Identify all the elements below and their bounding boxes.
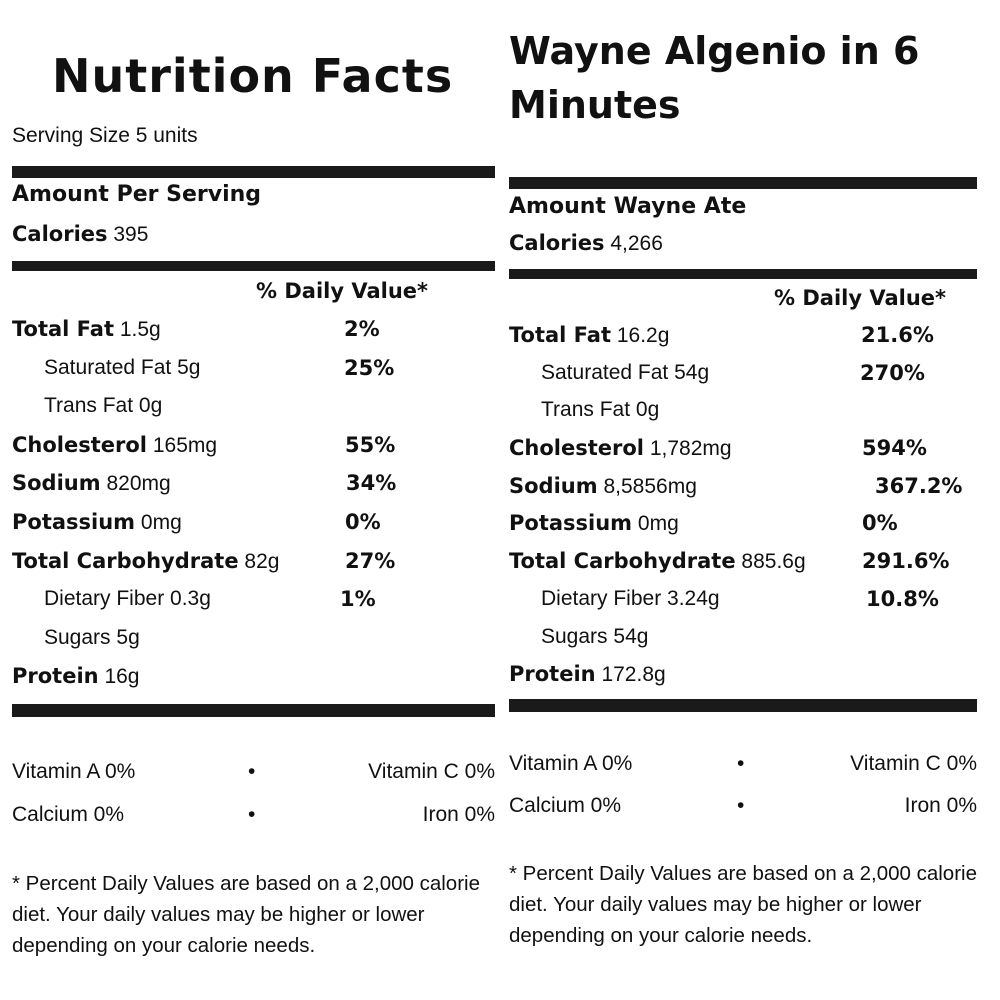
vitamin-row	[509, 752, 977, 782]
nutrient-value: 1.5g	[119, 318, 161, 341]
nutrient-row	[12, 471, 495, 510]
nutrient-row	[12, 394, 495, 433]
calories-value: 4,266	[610, 232, 663, 255]
thick-divider	[12, 261, 495, 271]
thick-divider	[509, 699, 977, 712]
nutrient-row	[12, 356, 495, 395]
nutrient-value: 16g	[104, 665, 140, 689]
nutrient-label: Potassium	[509, 511, 633, 536]
nutrient-row	[12, 433, 495, 472]
calories-line	[509, 231, 663, 256]
nutrient-row	[509, 323, 977, 361]
amount-header: Amount Per Serving	[12, 182, 262, 207]
bullet-separator: •	[737, 794, 745, 817]
footnote: * Percent Daily Values are based on a 2,000 calorie diet. Your daily values may be higher or lower depending on your calorie needs.	[12, 872, 480, 957]
nutrient-row	[509, 436, 977, 474]
nutrient-value: 0.3g	[170, 587, 211, 611]
nutrient-row	[12, 626, 495, 665]
panel-title: Nutrition Facts	[52, 49, 454, 103]
nutrient-label: Total Carbohydrate	[509, 549, 736, 574]
nutrient-label: Total Fat	[12, 317, 115, 341]
calories-label: Calories	[509, 231, 605, 255]
nutrient-percent: 0%	[862, 511, 898, 536]
nutrient-value: 820mg	[106, 472, 171, 496]
nutrient-label: Saturated Fat	[541, 360, 669, 384]
amount-header: Amount Wayne Ate	[509, 194, 747, 219]
vitamin-row	[12, 803, 495, 833]
nutrient-value: 54g	[613, 624, 649, 648]
nutrient-row	[12, 549, 495, 588]
nutrient-percent: 0%	[345, 509, 381, 534]
nutrient-row	[509, 549, 977, 587]
nutrient-label: Sodium	[509, 473, 598, 498]
nutrient-label: Dietary Fiber	[44, 587, 165, 611]
nutrient-label: Trans Fat	[541, 398, 631, 422]
nutrient-percent: 291.6%	[862, 549, 950, 574]
nutrient-label: Cholesterol	[12, 432, 147, 457]
nutrient-value: 165mg	[152, 433, 218, 457]
nutrient-row	[12, 510, 495, 549]
nutrient-value: 5g	[177, 355, 201, 379]
nutrient-row	[509, 625, 977, 663]
nutrient-label: Potassium	[12, 509, 136, 534]
thick-divider	[12, 166, 495, 178]
bullet-separator: •	[737, 752, 745, 775]
nutrient-label: Sodium	[12, 471, 101, 496]
nutrient-label: Total Fat	[509, 323, 612, 347]
nutrient-list	[509, 323, 977, 700]
calories-line	[12, 222, 148, 247]
nutrient-row	[509, 511, 977, 549]
nutrient-percent: 25%	[344, 355, 395, 380]
thick-divider	[509, 177, 977, 189]
nutrient-value: 0g	[635, 398, 660, 422]
nutrient-label: Total Carbohydrate	[12, 548, 239, 573]
nutrient-row	[12, 317, 495, 356]
nutrient-percent: 10.8%	[866, 586, 939, 611]
nutrient-label: Sugars	[541, 624, 608, 648]
thick-divider	[12, 704, 495, 717]
bullet-separator: •	[248, 760, 256, 783]
nutrient-percent: 21.6%	[861, 323, 934, 347]
bullet-separator: •	[248, 803, 256, 826]
nutrient-value: 5g	[116, 625, 140, 649]
nutrient-value: 0mg	[140, 510, 182, 534]
nutrient-value: 3.24g	[667, 586, 720, 610]
nutrient-percent: 1%	[340, 587, 376, 612]
nutrient-value: 16.2g	[616, 324, 670, 347]
vitamin-row	[509, 794, 977, 824]
vitamin-right: Vitamin C 0%	[368, 760, 495, 783]
nutrient-percent: 367.2%	[875, 473, 963, 498]
nutrient-row	[509, 474, 977, 512]
nutrient-label: Saturated Fat	[44, 355, 172, 379]
nutrient-row	[509, 587, 977, 625]
nutrient-value: 0mg	[637, 512, 679, 536]
daily-value-header: % Daily Value*	[256, 279, 428, 303]
nutrient-label: Trans Fat	[44, 394, 134, 418]
nutrient-percent: 2%	[344, 317, 380, 341]
nutrient-percent: 55%	[345, 432, 396, 457]
serving-size: Serving Size 5 units	[12, 124, 198, 147]
nutrient-value: 885.6g	[741, 550, 806, 574]
nutrient-value: 172.8g	[601, 663, 666, 687]
nutrient-value: 54g	[674, 360, 710, 384]
vitamin-left: Calcium 0%	[509, 794, 622, 817]
vitamin-left: Calcium 0%	[12, 803, 125, 826]
vitamin-right: Iron 0%	[422, 803, 495, 826]
nutrient-label: Protein	[509, 662, 596, 687]
nutrient-label: Protein	[12, 664, 99, 689]
nutrient-row	[509, 662, 977, 700]
nutrient-percent: 34%	[346, 471, 397, 496]
calories-label: Calories	[12, 222, 108, 246]
nutrient-row	[12, 664, 495, 703]
vitamin-left: Vitamin A 0%	[509, 752, 633, 775]
nutrient-percent: 27%	[345, 548, 396, 573]
nutrient-row	[509, 361, 977, 399]
vitamin-right: Vitamin C 0%	[850, 752, 977, 775]
nutrient-label: Cholesterol	[509, 436, 644, 461]
nutrient-percent: 270%	[860, 360, 925, 385]
vitamin-right: Iron 0%	[904, 794, 977, 817]
nutrient-value: 0g	[138, 394, 163, 418]
nutrient-label: Sugars	[44, 625, 111, 649]
footnote: * Percent Daily Values are based on a 2,000 calorie diet. Your daily values may be higher or lower depending on your calorie needs.	[509, 862, 977, 947]
thick-divider	[509, 269, 977, 279]
panel-title: Wayne Algenio in 6 Minutes	[509, 29, 920, 127]
nutrient-list	[12, 317, 495, 703]
vitamin-left: Vitamin A 0%	[12, 760, 136, 783]
nutrient-value: 82g	[244, 549, 280, 573]
vitamin-row	[12, 760, 495, 790]
nutrient-percent: 594%	[862, 436, 927, 461]
nutrient-row	[12, 587, 495, 626]
calories-value: 395	[113, 223, 149, 246]
nutrient-value: 8,5856mg	[603, 474, 697, 498]
nutrient-row	[509, 398, 977, 436]
daily-value-header: % Daily Value*	[774, 286, 946, 310]
nutrient-value: 1,782mg	[649, 437, 732, 461]
nutrient-label: Dietary Fiber	[541, 586, 662, 610]
